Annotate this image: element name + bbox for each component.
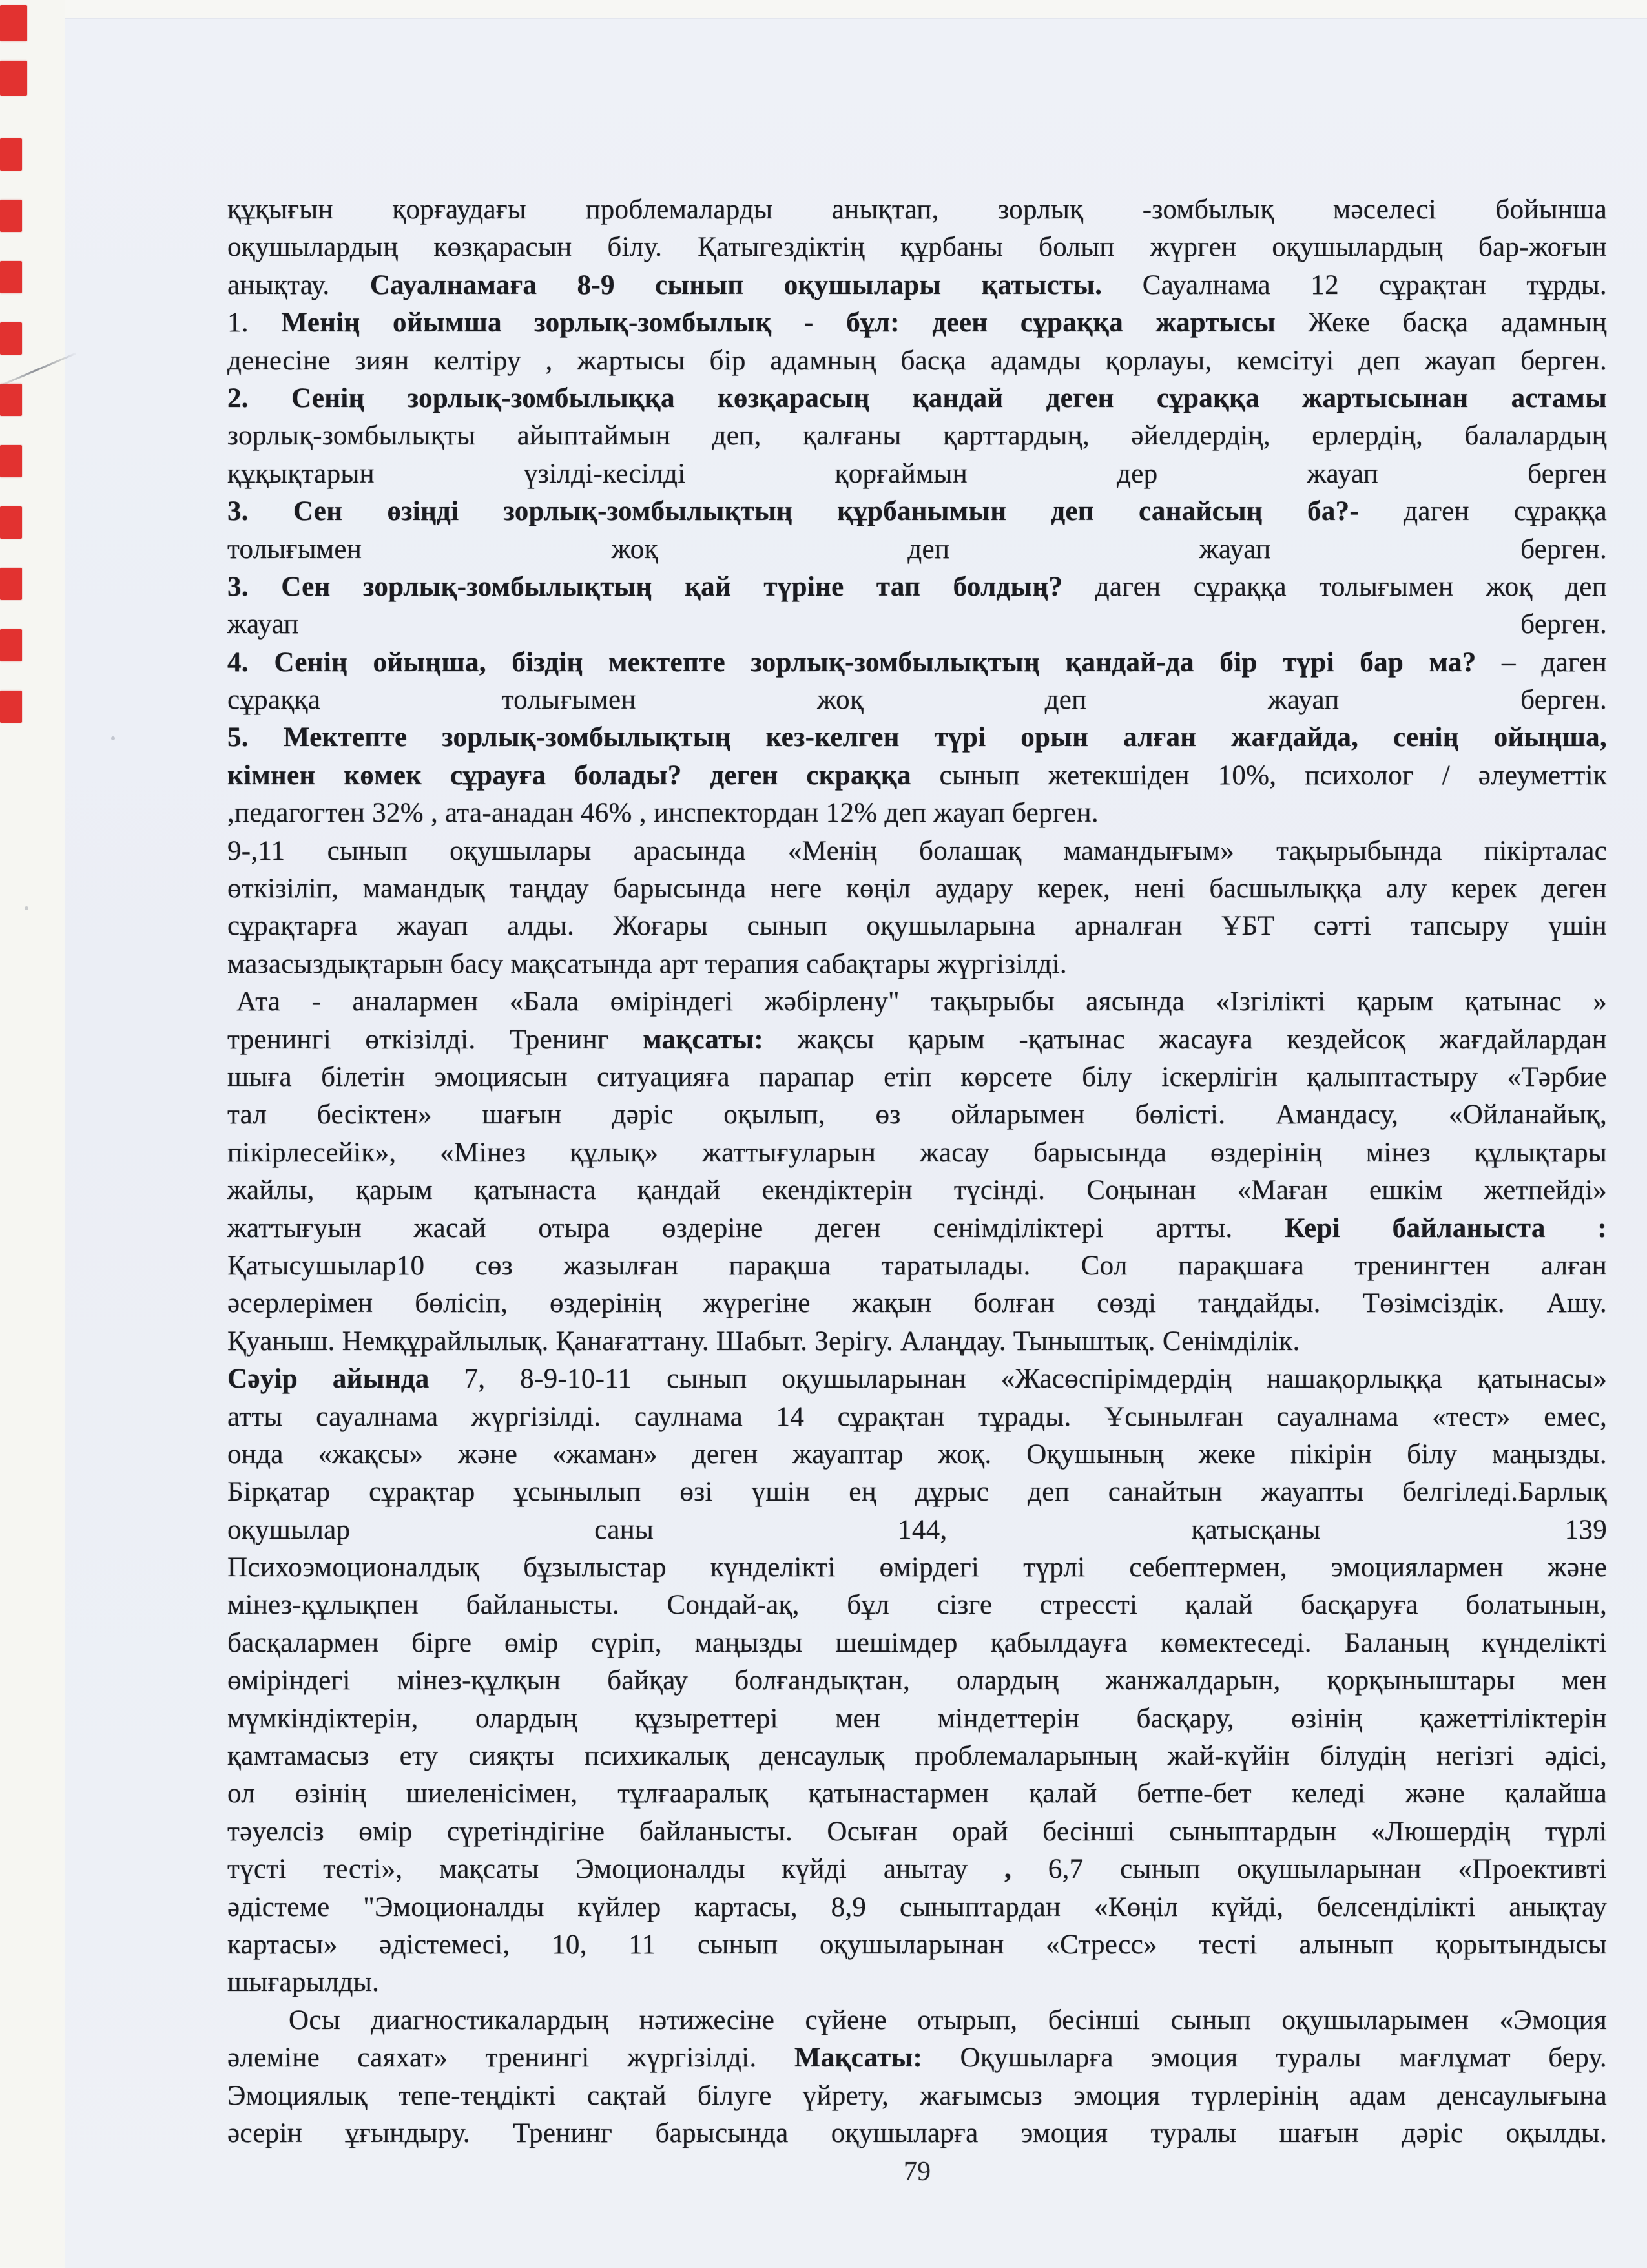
text-line xyxy=(227,795,1607,832)
text-segment: Оқушыларға эмоция туралы мағлұмат беру. xyxy=(922,2043,1607,2074)
text-segment: даген сұраққа толығымен жоқ деп xyxy=(1062,571,1608,602)
text-line xyxy=(227,2077,1607,2115)
text-segment: түсті тесті», мақсаты Эмоционалды күйді анытау xyxy=(227,1854,1005,1885)
text-line xyxy=(227,1323,1607,1360)
text-line xyxy=(227,1813,1607,1851)
text-line xyxy=(227,1738,1607,1775)
bold-text-segment: 4. Сенің ойыңша, біздің мектепте зорлық-зомбылықтың қандай-да бір түрі бар ма? xyxy=(227,647,1476,678)
text-segment: 1. xyxy=(227,307,282,338)
text-segment: оқушылардың көзқарасын білу. Қатыгездіктің құрбаны болып жүрген оқушылардың бар-жоғын xyxy=(227,232,1607,263)
scan-speck xyxy=(25,906,28,910)
red-scan-mark xyxy=(0,691,22,723)
text-segment: денесіне зиян келтіру , жартысы бір адамның басқа адамды қорлауы, кемсітуі деп жауап берген. xyxy=(227,345,1607,376)
red-scan-mark xyxy=(0,445,22,477)
bold-text-segment: Мақсаты: xyxy=(794,2043,923,2074)
text-segment: әдістеме "Эмоционалды күйлер картасы, 8,9 сыныптардан «Көңіл күйді, белсенділікті анықтау xyxy=(227,1891,1607,1922)
text-segment: тренингі өткізілді. Тренинг xyxy=(227,1024,643,1055)
text-line xyxy=(227,229,1607,266)
text-line xyxy=(227,1360,1607,1398)
text-segment: құқықтарын үзілді-кесілді қорғаймын дер жауап берген xyxy=(227,458,1607,489)
text-line xyxy=(227,1172,1607,1209)
text-line xyxy=(227,2002,1607,2039)
text-line xyxy=(227,1059,1607,1096)
text-segment: Сауалнама 12 сұрақтан тұрды. xyxy=(1102,269,1607,300)
text-line xyxy=(227,342,1607,380)
text-segment: мінез-құлықпен байланысты. Сондай-ақ, бұл сізге стрессті қалай басқаруға болатынын, xyxy=(227,1590,1607,1621)
text-segment: сұрақтарға жауап алды. Жоғары сынып оқушыларына арналған ҰБТ сәтті тапсыру үшін xyxy=(227,911,1607,942)
text-line xyxy=(227,2039,1607,2077)
text-line xyxy=(227,1625,1607,1662)
text-line xyxy=(227,681,1607,719)
text-line xyxy=(227,1775,1607,1813)
text-segment: зорлық-зомбылықты айыптаймын деп, қалғаны қарттардың, әйелдердің, ерлердің, балалардың xyxy=(227,421,1607,452)
text-segment: ол өзінің шиеленісімен, тұлғааралық қатынастармен қалай бетпе-бет келеді және қалайша xyxy=(227,1778,1607,1809)
text-line xyxy=(227,1587,1607,1624)
text-segment: Осы диагностикалардың нәтижесіне сүйене отырып, бесінші сынып оқушыларымен «Эмоция xyxy=(289,2004,1607,2035)
text-line xyxy=(227,1210,1607,1247)
text-segment: оқушылар саны 144, қатысқаны 139 xyxy=(227,1514,1607,1545)
text-segment: толығымен жоқ деп жауап берген. xyxy=(227,534,1607,565)
text-line xyxy=(227,191,1607,229)
text-segment: шығарылды. xyxy=(227,1967,380,1998)
bold-text-segment: 3. Сен өзіңді зорлық-зомбылықтың құрбанымын деп санайсың ба?- xyxy=(227,496,1360,527)
bold-text-segment: Сәуір айында xyxy=(227,1364,430,1395)
red-scan-mark xyxy=(0,322,22,355)
text-line xyxy=(227,455,1607,493)
red-scan-mark xyxy=(0,568,22,600)
text-line xyxy=(227,1549,1607,1587)
red-scan-mark xyxy=(0,506,22,539)
red-scan-mark xyxy=(0,138,22,171)
text-segment: Ата - аналармен «Бала өміріндегі жәбірлену" тақырыбы аясында «Ізгілікті қарым қатынас » xyxy=(236,986,1607,1017)
text-line xyxy=(227,1247,1607,1285)
text-segment: тал бесіктен» шағын дәріс оқылып, өз ойларымен бөлісті. Амандасу, «Ойланайық, xyxy=(227,1099,1607,1130)
text-line xyxy=(227,1473,1607,1511)
text-line xyxy=(227,1096,1607,1134)
scan-speck xyxy=(111,736,115,740)
text-segment: әсерлерімен бөлісіп, өздерінің жүрегіне жақын болған сөзді таңдайды. Төзімсіздік. Ашу. xyxy=(227,1288,1607,1319)
text-line xyxy=(227,304,1607,342)
text-segment: жауап берген. xyxy=(227,609,1607,640)
text-segment: жақсы қарым -қатынас жасауға кездейсоқ жағдайлардан xyxy=(763,1024,1607,1055)
text-segment: пікірлесейік», «Мінез құлық» жаттығуларын жасау барысында өздерінің мінез құлықтары xyxy=(227,1137,1607,1168)
text-line xyxy=(227,1285,1607,1322)
bold-text-segment: 5. Мектепте зорлық-зомбылықтың кез-келген түрі орын алған жағдайда, сенің ойыңша, xyxy=(227,722,1607,753)
text-line xyxy=(227,417,1607,455)
text-line xyxy=(227,568,1607,606)
text-segment: онда «жақсы» және «жаман» деген жауаптар жоқ. Оқушының жеке пікірін білу маңызды. xyxy=(227,1439,1607,1470)
bold-text-segment: Кері байланыста : xyxy=(1285,1212,1608,1243)
text-segment: өміріндегі мінез-құлқын байқау болғандықтан, олардың жанжалдарын, қорқыныштары мен xyxy=(227,1665,1607,1696)
text-line xyxy=(227,1436,1607,1473)
text-line xyxy=(227,1512,1607,1549)
bold-text-segment: 3. Сен зорлық-зомбылықтың қай түріне тап болдың? xyxy=(227,571,1063,602)
text-segment: атты сауалнама жүргізілді. саулнама 14 сұрақтан тұрады. Ұсынылған сауалнама «тест» емес, xyxy=(227,1401,1607,1432)
text-line xyxy=(227,1964,1607,2001)
text-line xyxy=(227,1662,1607,1700)
text-line xyxy=(227,606,1607,643)
text-line xyxy=(227,1926,1607,1964)
text-segment: Психоэмоционалдық бұзылыстар күнделікті өмірдегі түрлі себептермен, эмоциялармен және xyxy=(227,1552,1607,1583)
red-scan-mark xyxy=(0,261,22,293)
text-segment: әлеміне саяхат» тренингі жүргізілді. xyxy=(227,2043,794,2074)
text-segment: Қуаныш. Немқұрайлылық. Қанағаттану. Шабыт. Зерігу. Алаңдау. Тыныштық. Сенімділік. xyxy=(227,1326,1300,1357)
text-line xyxy=(227,531,1607,568)
text-segment: тәуелсіз өмір сүретіндігіне байланысты. Осыған орай бесінші сыныптардын «Люшердің түрлі xyxy=(227,1816,1607,1847)
text-segment: даген сұраққа xyxy=(1359,496,1607,527)
red-scan-mark xyxy=(0,5,27,41)
text-segment: жаттығуын жасай отыра өздеріне деген сенімділіктері артты. xyxy=(227,1212,1285,1243)
text-segment: 7, 8-9-10-11 сынып оқушыларынан «Жасөспірімдердің нашақорлыққа қатынасы» xyxy=(429,1364,1607,1395)
text-segment: ,педагогтен 32% , ата-анадан 46% , инспектордан 12% деп жауап берген. xyxy=(227,798,1099,829)
text-line xyxy=(227,983,1607,1021)
text-block xyxy=(227,191,1607,2152)
text-segment: Эмоциялық тепе-теңдікті сақтай білуге үйрету, жағымсыз эмоция түрлерінің адам денсаулығына xyxy=(227,2080,1607,2111)
text-line xyxy=(227,870,1607,908)
bold-text-segment: , xyxy=(1004,1854,1012,1885)
text-line xyxy=(227,1889,1607,1926)
text-segment: қамтамасыз ету сияқты психикалық денсаулық проблемаларының жай-күйін білудің негізгі әдісі, xyxy=(227,1741,1607,1772)
text-line xyxy=(227,493,1607,530)
text-segment: Бірқатар сұрақтар ұсынылып өзі үшін ең дұрыс деп санайтын жауапты белгіледі.Барлық xyxy=(227,1477,1607,1508)
text-line xyxy=(227,1700,1607,1738)
bold-text-segment: мақсаты: xyxy=(643,1024,763,1055)
text-segment: басқалармен бірге өмір сүріп, маңызды шешімдер қабылдауға көмектеседі. Баланың күнделікті xyxy=(227,1627,1607,1658)
text-line xyxy=(227,2115,1607,2152)
text-line xyxy=(227,833,1607,870)
text-line xyxy=(227,908,1607,945)
text-line xyxy=(227,719,1607,756)
text-line xyxy=(227,1134,1607,1172)
text-line xyxy=(227,757,1607,795)
text-line xyxy=(227,1851,1607,1888)
bold-text-segment: кімнен көмек сұрауға болады? деген скраққа xyxy=(227,760,911,791)
text-line xyxy=(227,1021,1607,1059)
text-segment: Жеке басқа адамның xyxy=(1276,307,1607,338)
text-line xyxy=(227,1399,1607,1436)
text-segment: мазасыздықтарын басу мақсатында арт терапия сабақтары жүргізілді. xyxy=(227,948,1067,979)
text-segment: – даген xyxy=(1476,647,1607,678)
red-scan-mark xyxy=(0,384,22,416)
text-segment: жайлы, қарым қатынаста қандай екендіктерін түсінді. Соңынан «Маған ешкім жетпейді» xyxy=(227,1175,1607,1206)
text-line xyxy=(227,644,1607,681)
text-line xyxy=(227,946,1607,983)
text-segment: картасы» әдістемесі, 10, 11 сынып оқушыларынан «Стресс» тесті алынып қорытындысы xyxy=(227,1929,1607,1960)
red-scan-mark xyxy=(0,61,27,96)
text-segment: мүмкіндіктерін, олардың құзыреттері мен міндеттерін басқару, өзінің қажеттіліктерін xyxy=(227,1703,1607,1734)
text-segment: Қатысушылар10 сөз жазылған парақша таратылады. Сол парақшаға тренингтен алған xyxy=(227,1250,1607,1281)
red-scan-mark xyxy=(0,629,22,661)
red-scan-mark xyxy=(0,200,22,232)
text-segment: құқығын қорғаудағы проблемаларды анықтап, зорлық -зомбылық мәселесі бойынша xyxy=(227,194,1607,225)
bold-text-segment: 2. Сенің зорлық-зомбылыққа көзқарасың қандай деген сұраққа жартысынан астамы xyxy=(227,382,1607,413)
text-segment: сынып жетекшіден 10%, психолог / әлеуметтік xyxy=(911,760,1607,791)
text-segment: өткізіліп, мамандық таңдау барысында неге көңіл аудару керек, нені басшылыққа алу керек деген xyxy=(227,873,1607,904)
text-line xyxy=(227,380,1607,417)
bold-text-segment: Сауалнамаға 8-9 сынып оқушылары қатысты. xyxy=(369,269,1103,300)
text-segment: анықтау. xyxy=(227,269,370,300)
text-segment: 9-,11 сынып оқушылары арасында «Менің болашақ мамандығым» тақырыбында пікірталас xyxy=(227,835,1607,866)
bold-text-segment: Менің ойымша зорлық-зомбылық - бұл: деен сұраққа жартысы xyxy=(281,307,1276,338)
text-line xyxy=(227,267,1607,304)
text-segment: 6,7 сынып оқушыларынан «Проективті xyxy=(1011,1854,1607,1885)
text-segment: сұраққа толығымен жоқ деп жауап берген. xyxy=(227,685,1607,716)
page-number: 79 xyxy=(904,2157,931,2187)
text-segment: әсерін ұғындыру. Тренинг барысында оқушыларға эмоция туралы шағын дәріс оқылды. xyxy=(227,2117,1607,2148)
text-segment: шыға білетін эмоциясын ситуацияға парапар етіп көрсете білу іскерлігін қалыптастыру «Тәрбие xyxy=(227,1061,1607,1092)
